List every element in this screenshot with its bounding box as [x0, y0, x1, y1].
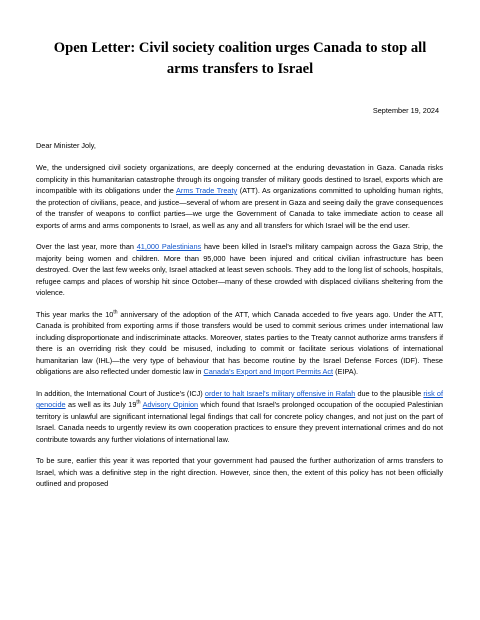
salutation: Dear Minister Joly, [36, 141, 96, 150]
paragraph-text: have been killed in Israel's military campaign across the Gaza Strip, the majority being women and children. More than 95,000 have been injured and critical civilian infrastructure has been destroyed. Over the last few weeks only, Israel attacked at least seven schools. They add to the long list of schools, hospitals, refugee camps and places of worship hit since October—many of these crowded with displaced civilians sheltering from the violence. [36, 242, 443, 297]
ordinal-superscript: th [113, 309, 118, 316]
paragraph-2 [36, 241, 443, 299]
paragraph-text: (ATT). As organizations committed to upholding human rights, the protection of civilians, peace, and justice—several of whom are present in Gaza and seeing daily the grave consequences of the transfer of weapons to conflict parties—we urge the Government of Canada to take immediate action to cease all exports of arms and arms components to Israel, as well as any and all transfers for which Israel will be the end user. [36, 186, 443, 230]
paragraph-text: Over the last year, more than [36, 242, 137, 251]
risk-of-genocide-link[interactable]: risk of genocide [36, 388, 443, 409]
paragraph-text: which found that Israel's prolonged occupation of the occupied Palestinian territory is unlawful are significant international legal findings that call for concrete policy changes, and not just on the part of Israel. Canada needs to urgently review its own cooperation practices to ensure they prevent international crimes and do not contribute towards any further violations of international law. [36, 400, 443, 444]
paragraph-4 [36, 388, 443, 446]
title-line-1: Open Letter: Civil society coalition urges Canada to stop all [53, 40, 427, 56]
paragraph-text: as well as its July 19 [65, 400, 137, 409]
title-line-2: arms transfers to Israel [166, 61, 314, 77]
paragraph-text: due to the plausible [355, 388, 424, 398]
paragraph-5 [36, 455, 443, 490]
paragraph-1 [36, 162, 443, 231]
export-import-permits-act-link[interactable]: Canada's Export and Import Permits Act [203, 367, 334, 376]
arms-trade-treaty-link[interactable]: Arms Trade Treaty [176, 186, 238, 195]
letter-date: September 19, 2024 [372, 106, 439, 115]
paragraph-text: In addition, the International Court of Justice's (ICJ) [36, 388, 205, 398]
paragraph-3 [36, 309, 443, 378]
advisory-opinion-link[interactable]: Advisory Opinion [142, 400, 199, 409]
icj-rafah-order-link[interactable]: order to halt Israel's military offensive in Rafah [204, 388, 356, 398]
letter-title [40, 38, 440, 80]
paragraph-text: anniversary of the adoption of the ATT, which Canada acceded to five years ago. Under the ATT, Canada is prohibited from exporting arms if those transfers would be used to commit serious crimes under international law including disproportionate and indiscriminate attacks. Moreover, states parties to the Treaty cannot authorize arms transfers if there is an overriding risk they could be misused, including to commit or facilitate serious violations of international humanitarian law (IHL)—the very type of behaviour that has become routine by the Israel Defense Forces (IDF). These obligations are also reflected under domestic law in [36, 309, 443, 376]
paragraph-text: To be sure, earlier this year it was reported that your government had paused the further authorization of arms transfers to Israel, which was a definitive step in the right direction. However, since then, the extent of this policy has not been officially outlined and proposed [36, 456, 443, 488]
ordinal-superscript: th [136, 399, 141, 406]
paragraph-text: This year marks the 10 [36, 309, 114, 319]
paragraph-text: We, the undersigned civil society organizations, are deeply concerned at the enduring devastation in Gaza. Canada risks complicity in this humanitarian catastrophe through its ongoing transfer of military goods destined to Israel, exports which are incompatible with its obligations under the [36, 163, 443, 195]
paragraph-text: (EIPA). [333, 367, 359, 376]
palestinians-killed-link[interactable]: 41,000 Palestinians [136, 242, 202, 251]
letter-body [36, 162, 443, 500]
